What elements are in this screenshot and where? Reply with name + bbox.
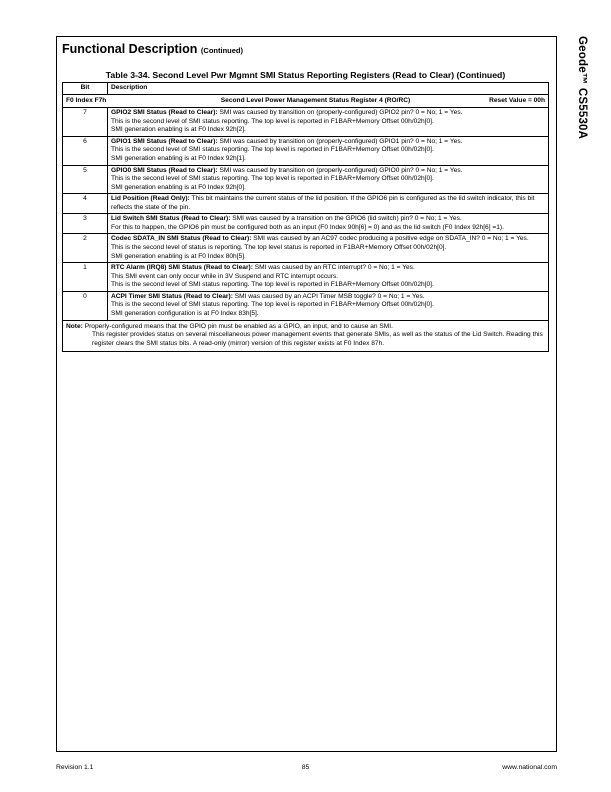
bit-number: 2	[63, 234, 108, 263]
section-title-text: Functional Description	[62, 42, 198, 56]
field-text: SMI was caused by transition on (properly-configured) GPIO0 pin? 0 = No; 1 = Yes.	[217, 166, 463, 174]
field-text: SMI was caused by an ACPI Timer MSB toggle? 0 = No; 1 = Yes.	[232, 292, 425, 300]
table-row	[63, 194, 549, 214]
table-row	[63, 234, 549, 263]
field-name: Codec SDATA_IN SMI Status (Read to Clear):	[111, 235, 252, 243]
description-line: SMI generation configuration is at F0 Index 83h[5].	[111, 309, 259, 317]
bit-description	[108, 194, 549, 214]
bit-description	[108, 136, 549, 165]
table-row	[63, 165, 549, 194]
footer-page-number: 85	[301, 764, 310, 771]
bit-number: 1	[63, 263, 108, 292]
note-label: Note:	[66, 322, 83, 330]
field-text: SMI was caused by transition on (properly-configured) GPIO2 pin? 0 = No; 1 = Yes.	[217, 109, 463, 117]
note-first-text: Properly-configured means that the GPIO pin must be enabled as a GPIO, an input, and to cause an SMI.	[84, 322, 393, 330]
field-name: GPIO2 SMI Status (Read to Clear):	[111, 109, 218, 117]
description-line: For this to happen, the GPIO6 pin must be configured both as an input (F0 Index 90h[6] = 0) and as the lid switch (F0 Index 92h[6] =1).	[111, 223, 504, 231]
description-first-line	[111, 167, 545, 176]
field-name: Lid Position (Read Only):	[111, 195, 190, 203]
bit-number: 3	[63, 214, 108, 234]
footer-url: www.national.com	[502, 764, 557, 771]
side-product-title	[548, 36, 608, 186]
table-row	[63, 214, 549, 234]
description-first-line	[111, 264, 545, 273]
description-first-line	[111, 109, 545, 118]
register-table	[62, 82, 549, 352]
product-title-text: Geode™ CS5530A	[576, 36, 588, 140]
bit-number: 6	[63, 136, 108, 165]
bit-description	[108, 263, 549, 292]
section-continued: (Continued)	[200, 46, 243, 55]
bit-number: 5	[63, 165, 108, 194]
register-title-row	[63, 94, 549, 108]
bit-description	[108, 291, 549, 320]
description-line: SMI generation enabling is at F0 Index 92h[0].	[111, 183, 246, 191]
description-first-line	[111, 235, 545, 244]
section-title	[62, 42, 243, 56]
description-first-line	[111, 293, 545, 302]
table-row	[63, 291, 549, 320]
description-line: This is the second level of SMI status reporting. The top level is reported in F1BAR+Memory Offset 00h/02h[0].	[111, 301, 434, 309]
field-name: GPIO1 SMI Status (Read to Clear):	[111, 137, 218, 145]
description-line: SMI generation enabling is at F0 Index 92h[1].	[111, 154, 246, 162]
bit-description	[108, 165, 549, 194]
bit-description	[108, 108, 549, 137]
description-line: SMI generation enabling is at F0 Index 80h[5].	[111, 252, 246, 260]
description-line: This SMI event can only occur while in 3V Suspend and RTC interrupt occurs.	[111, 272, 339, 280]
register-index: F0 Index F7h	[66, 96, 107, 104]
table-row	[63, 263, 549, 292]
bit-description	[108, 214, 549, 234]
bit-number: 0	[63, 291, 108, 320]
footer-revision: Revision 1.1	[56, 764, 94, 771]
bit-number: 7	[63, 108, 108, 137]
field-name: Lid Switch SMI Status (Read to Clear):	[111, 215, 231, 223]
field-text: This bit maintains the current status of the lid position. If the GPIO6 pin is configured as the lid switch indicator, this bit reflects the state of the pin.	[111, 195, 535, 211]
description-line: This is the second level of status is reporting. The top level status is reported in F1BAR+Memory Offset 00h/02h[0].	[111, 244, 447, 251]
note-second: This register provides status on several miscellaneous power management events that generate SMIs, as well as the status of the Lid Switch. Reading this register clears the SMI status bits. A read-only (mirror) version of this register exists at F0 Index 87h.	[92, 331, 543, 347]
field-name: RTC Alarm (IRQ8) SMI Status (Read to Clear):	[111, 264, 253, 272]
table-row	[63, 108, 549, 137]
register-reset-value: Reset Value = 00h	[489, 96, 545, 104]
header-description: Description	[108, 83, 549, 95]
note-row	[63, 320, 549, 352]
bit-description	[108, 234, 549, 263]
description-first-line	[111, 195, 545, 212]
note-first	[66, 323, 545, 332]
field-text: SMI was caused by transition on (properly-configured) GPIO1 pin? 0 = No; 1 = Yes.	[217, 137, 463, 145]
table-header-row	[63, 83, 549, 95]
bit-number: 4	[63, 194, 108, 214]
table-row	[63, 136, 549, 165]
description-line: This is the second level of SMI status reporting. The top level is reported in F1BAR+Memory Offset 00h/02h[0].	[111, 281, 434, 289]
description-line: This is the second level of SMI status reporting. The top level is reported in F1BAR+Memory Offset 00h/02h[0].	[111, 146, 434, 154]
description-first-line	[111, 138, 545, 147]
description-line: This is the second level of SMI status reporting. The top level is reported in F1BAR+Memory Offset 00h/02h[0].	[111, 175, 434, 183]
description-first-line	[111, 215, 545, 224]
field-name: GPIO0 SMI Status (Read to Clear):	[111, 166, 218, 174]
description-line: SMI generation enabling is at F0 Index 92h[2].	[111, 126, 246, 134]
field-text: SMI was caused by an RTC interrupt? 0 = No; 1 = Yes.	[252, 264, 415, 272]
table-title: Table 3-34. Second Level Pwr Mgmnt SMI Status Reporting Registers (Read to Clear) (Continued)	[105, 70, 506, 80]
field-name: ACPI Timer SMI Status (Read to Clear):	[111, 292, 233, 300]
field-text: SMI was caused by a transition on the GPIO6 (lid switch) pin? 0 = No; 1 = Yes.	[230, 215, 462, 223]
header-bit: Bit	[63, 83, 108, 95]
field-text: SMI was caused by an AC97 codec producing a positive edge on SDATA_IN? 0 = No; 1 = Yes.	[251, 235, 529, 243]
description-line: This is the second level of SMI status reporting. The top level is reported in F1BAR+Memory Offset 00h/02h[0].	[111, 117, 434, 125]
register-name: Second Level Power Management Status Register 4 (RO/RC)	[220, 96, 411, 104]
